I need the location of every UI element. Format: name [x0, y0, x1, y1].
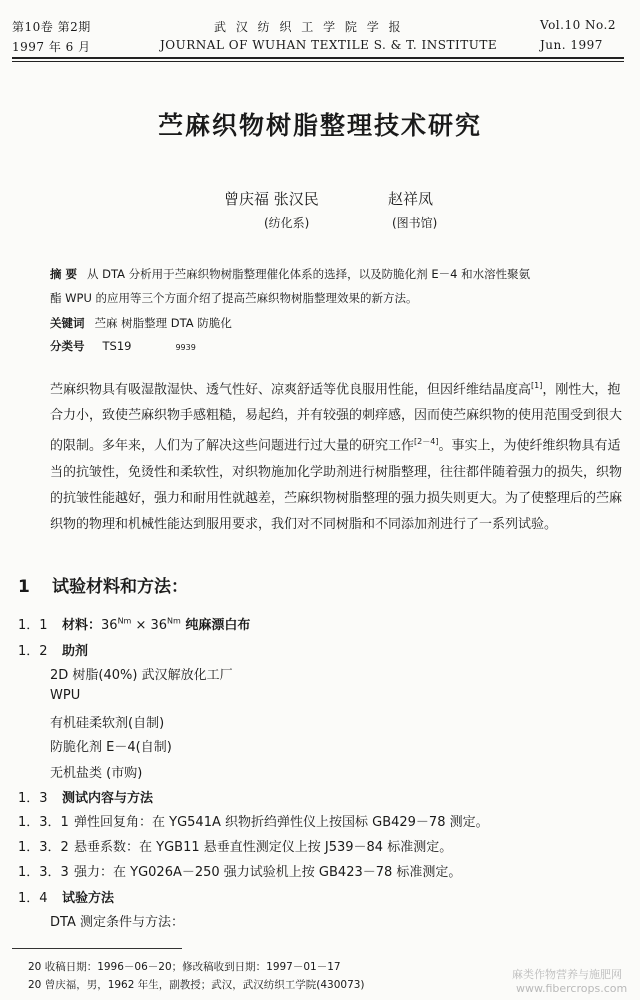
materials-label: 材料：: [62, 618, 102, 633]
paper-title: 苎麻织物树脂整理技术研究: [157, 111, 482, 140]
keywords-label: 关键词: [50, 316, 85, 330]
subsection-1-3: [18, 787, 153, 806]
reagents-label: 助剂: [62, 644, 89, 659]
reagent-item: 有机硅柔软剂(自制): [50, 716, 165, 731]
dta-conditions-line: DTA 测定条件与方法：: [50, 915, 184, 930]
date-en: Jun. 1997: [540, 38, 603, 52]
journal-name-en: JOURNAL OF WUHAN TEXTILE S. & T. INSTITUTE: [160, 38, 498, 52]
journal-name-cn: 武 汉 纺 织 工 学 院 学 报: [214, 20, 404, 34]
author-dept-2: (图书馆): [392, 216, 438, 230]
test-text: 强力：在 YG026A－250 强力试验机上按 GB423－78 标准测定。: [74, 865, 462, 880]
test-text: 悬垂系数：在 YGB11 悬垂直性测定仪上按 J539－84 标准测定。: [74, 840, 453, 855]
test-num: 1．3．3: [18, 865, 69, 880]
reagent-item: 防脆化剂 E－4(自制): [50, 740, 172, 755]
test-item: [18, 811, 489, 830]
author-names-2: 赵祥凤: [388, 190, 434, 208]
subsection-1-4: [18, 887, 114, 906]
test-num: 1．3．1: [18, 815, 69, 830]
test-item: [18, 861, 461, 880]
citation-2-4: [2－4]: [414, 437, 439, 447]
classification-value: TS19: [102, 339, 132, 353]
header-rule-thin: [12, 61, 624, 62]
intro-paragraph: [18, 373, 626, 538]
test-num: 1．3．2: [18, 840, 69, 855]
yarn-count-b: × 36: [131, 618, 168, 633]
classification-extra: 9939: [175, 343, 196, 352]
reagent-item: 无机盐类 (市购): [50, 766, 143, 781]
header-rule-thick: [12, 57, 624, 59]
footnote-received-date: 20 收稿日期：1996－06－20；修改稿收到日期：1997－01－17: [28, 961, 341, 973]
intro-seg-2: ，刚性大，抱合力小，致使苎麻织物手感粗糙，易起绉，并有较强的刺痒感，因而使苎麻织物的使用范围受到很大的限制。多年来，人们为了解决这些问题进行过大量的研究工作: [50, 382, 623, 454]
subsection-1-3-num: 1．3: [18, 791, 48, 806]
subsection-1-1: [18, 614, 250, 633]
reagent-item: WPU: [50, 688, 81, 703]
keywords-line: [50, 315, 232, 331]
intro-seg-1: 苎麻织物具有吸湿散湿快、透气性好、凉爽舒适等优良服用性能，但因纤维结晶度高: [50, 382, 532, 398]
subsection-1-1-num: 1．1: [18, 618, 48, 633]
watermark-cn: 麻类作物营养与施肥网: [512, 968, 622, 981]
fabric-type: 纯麻漂白布: [180, 618, 251, 633]
method-label: 试验方法: [62, 891, 115, 906]
test-item: [18, 836, 452, 855]
section-1-num: 1: [18, 577, 30, 597]
author-dept-1: (纺化系): [264, 216, 310, 230]
citation-1: [1]: [531, 381, 543, 390]
author-names-1: 曾庆福 张汉民: [224, 190, 319, 208]
subsection-1-2-num: 1．2: [18, 644, 48, 659]
unit-nm-b: Nm: [167, 616, 181, 626]
abstract-label: 摘 要: [50, 267, 78, 281]
yarn-count-a: 36: [101, 618, 118, 633]
footnote-rule: [12, 948, 182, 949]
test-text: 弹性回复角：在 YG541A 织物折绉弹性仪上按国标 GB429－78 测定。: [74, 815, 489, 830]
abstract-text-2: 酯 WPU 的应用等三个方面介绍了提高苎麻织物树脂整理效果的新方法。: [50, 291, 418, 305]
subsection-1-2: [18, 640, 88, 659]
classification-line: [50, 338, 196, 354]
subsection-1-4-num: 1．4: [18, 891, 48, 906]
section-1-title: 试验材料和方法：: [52, 577, 188, 597]
volume-issue-en: Vol.10 No.2: [540, 18, 616, 32]
tests-label: 测试内容与方法: [62, 791, 154, 806]
unit-nm-a: Nm: [117, 616, 132, 626]
watermark-url: www.fibercrops.com: [516, 982, 628, 995]
abstract-line-1: [50, 266, 530, 282]
reagent-item: 2D 树脂(40%) 武汉解放化工厂: [50, 668, 233, 683]
abstract-text-1: 从 DTA 分析用于苎麻织物树脂整理催化体系的选择，以及防脆化剂 E－4 和水溶性聚氨: [87, 267, 531, 281]
date-cn: 1997 年 6 月: [12, 40, 91, 54]
intro-seg-3: 。事实上，为使纤维织物具有适当的抗皱性，免烫性和柔软性，对织物施加化学助剂进行树脂整理，往往都伴随着强力的损失，织物的抗皱性能越好，强力和耐用性就越差，苎麻织物树脂整理的强力损失则更大。为了使整理后的苎麻织物的物理和机械性能达到服用要求，我们对不同树脂和不同添加剂进行了一系列试验。: [50, 438, 623, 532]
keywords-text: 苎麻 树脂整理 DTA 防脆化: [94, 316, 232, 330]
footnote-author-info: 20 曾庆福，男，1962 年生，副教授；武汉，武汉纺织工学院(430073): [28, 979, 365, 991]
classification-label: 分类号: [50, 339, 85, 353]
section-1-heading: [18, 572, 188, 597]
volume-issue-cn: 第10卷 第2期: [12, 20, 91, 34]
